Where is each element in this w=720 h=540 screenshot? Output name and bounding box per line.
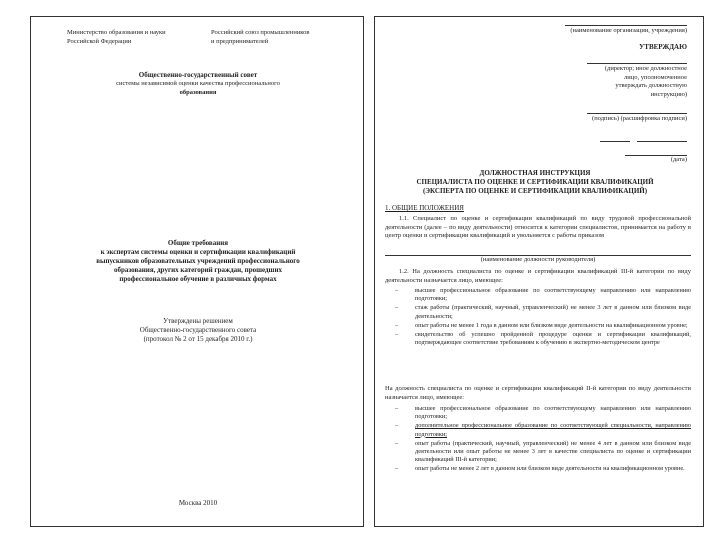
list-item-text: опыт работы (практический, научный, управленческий) не менее 4 лет в данном или близком виде деятельности или опыт работы не менее 3 лет в качестве специалиста по оценке и сертификации квалификаций III-й категории; <box>415 439 691 464</box>
approver-line: лицо, уполномоченное <box>624 73 687 81</box>
list-item-text: опыт работы не менее 2 лет в данном или близком виде деятельности на квалификационном уровне. <box>415 465 685 473</box>
paragraph-category-2: На должность специалиста по оценке и сертификации квалификаций II-й категории по виду деятельности назначается лицо, имеющее: <box>385 385 691 401</box>
list-item: – опыт работы не менее 1 года в данном или близком виде деятельности на квалификационном уровне; <box>395 321 688 329</box>
approver-line: инструкцию) <box>650 90 687 98</box>
list-item: – свидетельство об успешно пройденной процедуре оценки и сертификации квалификаций, подтверждающее соответствие требованиям к обучению в экспертно-методическом центре <box>395 331 691 347</box>
list-item-text: высшее профессиональное образование по соответствующему направлению или направлению подготовки; <box>415 287 691 303</box>
title-line: Общие требования <box>167 239 229 247</box>
header-union-line: Российский союз промышленников <box>211 29 310 36</box>
council-title: Общественно-государственный совет <box>138 71 258 79</box>
council-subtitle-line: системы независимой оценки качества профессионального <box>116 80 280 87</box>
title-line: профессиональное обучение в различных формах <box>119 275 277 283</box>
header-ministry <box>67 29 197 46</box>
instruction-title-line: СПЕЦИАЛИСТА ПО ОЦЕНКЕ И СЕРТИФИКАЦИИ КВАЛИФИКАЦИЙ <box>416 178 654 186</box>
header-union <box>211 29 351 46</box>
instruction-title-line: (ЭКСПЕРТА ПО ОЦЕНКЕ И СЕРТИФИКАЦИИ КВАЛИФИКАЦИЙ) <box>422 187 648 195</box>
approval-line: (протокол № 2 от 15 декабря 2010 г.) <box>143 335 253 343</box>
approval-line: Утверждены решением <box>163 317 233 325</box>
list-item: – высшее профессиональное образование по соответствующему направлению или направлению подготовки; <box>395 287 691 303</box>
approver-caption <box>565 65 687 99</box>
list-item-text: стаж работы (практический, научный, управленческий) не менее 3 лет в данном или близком виде деятельности; <box>415 304 691 320</box>
title-line: выпускников образовательных учреждений профессионального <box>96 257 300 265</box>
list-item: – дополнительное профессиональное образование по соответствующей специальности, направлению подготовки; <box>395 422 691 438</box>
approve-heading: УТВЕРЖДАЮ <box>639 43 687 51</box>
list-item: – опыт работы не менее 2 лет в данном или близком виде деятельности на квалификационном уровне. <box>395 465 685 473</box>
right-document-page <box>374 16 704 527</box>
list-item-text: свидетельство об успешно пройденной процедуре оценки и сертификации квалификаций, подтверждающее соответствие требованиям к обучению в экспертно-методическом центре <box>415 331 691 347</box>
instruction-title-line: ДОЛЖНОСТНАЯ ИНСТРУКЦИЯ <box>479 169 591 177</box>
approval-line: Общественно-государственного совета <box>139 326 257 334</box>
list-item-text: опыт работы не менее 1 года в данном или близком виде деятельности на квалификационном уровне; <box>415 321 688 329</box>
approver-line: утверждать должностную <box>615 82 687 89</box>
list-item-text: дополнительное профессиональное образование по соответствующей специальности, направлению подготовки; <box>415 422 691 438</box>
header-ministry-line: Российской Федерации <box>67 37 132 45</box>
approval-note <box>31 317 364 344</box>
list-item: – опыт работы (практический, научный, управленческий) не менее 4 лет в данном или близком виде деятельности или опыт работы не менее 3 лет в качестве специалиста по оценке и сертификации квалификаций III-й категории; <box>395 439 691 464</box>
left-document-page <box>30 16 364 527</box>
paragraph-1-1: 1.1. Специалист по оценке и сертификации квалификаций по виду трудовой профессиональной деятельности (далее – по виду деятельности) относится к категории специалистов, принимается на работу в центр оценки и сертификации квалификаций и увольняется с работы приказом <box>385 215 691 239</box>
section-heading: 1. ОБЩИЕ ПОЛОЖЕНИЯ <box>385 204 464 212</box>
title-line: к экспертам системы оценки и сертификации квалификаций <box>100 248 296 256</box>
header-ministry-line: Министерство образования и науки <box>67 29 166 36</box>
approver-line: (директор; иное должностное <box>604 65 687 72</box>
head-position-caption: (наименование должности руководителя) <box>480 256 596 263</box>
council-subtitle-line: образования <box>179 88 217 96</box>
list-item: – стаж работы (практический, научный, управленческий) не менее 3 лет в данном или близком виде деятельности; <box>395 304 691 320</box>
requirements-list-cat3 <box>385 287 691 348</box>
instruction-title <box>395 169 675 196</box>
header-union-line: и предпринимателей <box>211 37 269 45</box>
title-line: образования, других категорий граждан, прошедших <box>114 266 282 274</box>
list-item-text: высшее профессиональное образование по соответствующему направлению или направлению подготовки; <box>415 405 691 421</box>
signature-caption: (подпись) (расшифровка подписи) <box>592 115 687 122</box>
requirements-list-cat2 <box>385 405 691 475</box>
document-title <box>31 239 364 284</box>
organization-caption: (наименование организации, учреждения) <box>570 27 687 34</box>
date-caption: (дата) <box>670 156 687 163</box>
list-item: – высшее профессиональное образование по соответствующему направлению или направлению подготовки; <box>395 405 691 421</box>
city-year-footer: Москва 2010 <box>178 499 218 507</box>
paragraph-1-2: 1.2. На должность специалиста по оценке и сертификации квалификаций III-й категории по виду деятельности назначается лицо, имеющее: <box>385 268 691 284</box>
council-block <box>31 71 364 97</box>
